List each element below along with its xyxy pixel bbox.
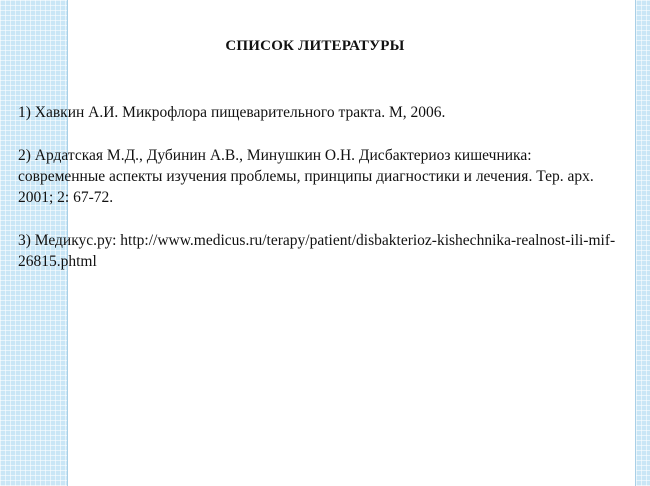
reference-item: 3) Медикус.ру: http://www.medicus.ru/terapy/patient/disbakterioz-kishechnika-realnost-ili-mif-26815.phtml xyxy=(18,232,616,270)
reference-item: 1) Хавкин А.И. Микрофлора пищеварительного тракта. М, 2006. xyxy=(18,104,446,121)
reference-list xyxy=(18,102,618,294)
reference-item: 2) Ардатская М.Д., Дубинин А.В., Минушкин О.Н. Дисбактериоз кишечника: современные аспекты изучения проблемы, принципы диагностики и лечения. Тер. арх. 2001; 2: 67-72. xyxy=(18,147,594,206)
slide-content xyxy=(18,0,635,486)
slide-title: СПИСОК ЛИТЕРАТУРЫ xyxy=(225,38,405,54)
right-decorative-stripe xyxy=(635,0,650,486)
